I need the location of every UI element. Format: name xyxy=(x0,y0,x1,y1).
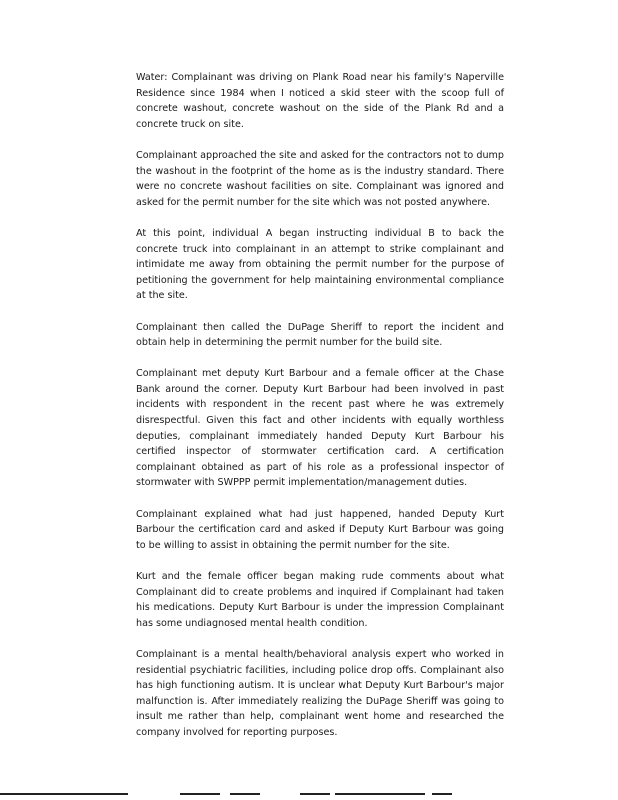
paragraph-mental-health-expert: Complainant is a mental health/behavioral analysis expert who worked in residential psychiatric facilities, including police drop offs. Complainant also has high functioning autism. It is unclear what Deputy Kurt Barbour's major malfunction is. After immediately realizing the DuPage Sheriff was going to insult me rather than help, complainant went home and researched the company involved for reporting purposes. xyxy=(136,648,504,738)
paragraph-called-sheriff: Complainant then called the DuPage Sheriff to report the incident and obtain help in determining the permit number for the build site. xyxy=(136,321,504,349)
scan-artifact-segment xyxy=(300,793,330,795)
scan-artifact-segment xyxy=(180,793,220,795)
paragraph-water-incident: Water: Complainant was driving on Plank Road near his family's Naperville Residence since 1984 when I noticed a skid steer with the scoop full of concrete washout, concrete washout on the side of the Plank Rd and a concrete truck on site. xyxy=(136,72,504,130)
scan-artifact-segment xyxy=(335,793,425,795)
scan-artifact-line xyxy=(0,793,460,796)
scan-artifact-segment xyxy=(230,793,260,795)
paragraph-rude-comments: Kurt and the female officer began making rude comments about what Complainant did to create problems and inquired if Complainant had taken his medications. Deputy Kurt Barbour is under the impression Complainant has some undiagnosed mental health condition. xyxy=(136,571,504,629)
paragraph-approached-site: Complainant approached the site and asked for the contractors not to dump the washout in the footprint of the home as is the industry standard. There were no concrete washout facilities on site. Complainant was ignored and asked for the permit number for the site which was not posted anywhere. xyxy=(136,149,504,208)
scan-artifact-segment xyxy=(432,793,452,795)
paragraph-explained: Complainant explained what had just happened, handed Deputy Kurt Barbour the certification card and asked if Deputy Kurt Barbour was going to be willing to assist in obtaining the permit number for the site. xyxy=(136,508,504,551)
document-body xyxy=(136,70,504,756)
paragraph-individual-a: At this point, individual A began instructing individual B to back the concrete truck into complainant in an attempt to strike complainant and intimidate me away from obtaining the permit number for the purpose of petitioning the government for help maintaining environmental compliance at the site. xyxy=(136,227,504,302)
paragraph-met-deputy: Complainant met deputy Kurt Barbour and a female officer at the Chase Bank around the corner. Deputy Kurt Barbour had been involved in past incidents with respondent in the recent past where he was extremely disrespectful. Given this fact and other incidents with equally worthless deputies, complainant immediately handed Deputy Kurt Barbour his certified inspector of stormwater certification card. A certification complainant obtained as part of his role as a professional inspector of stormwater with SWPPP permit implementation/management duties. xyxy=(136,368,504,489)
scan-artifact-segment xyxy=(0,793,128,795)
